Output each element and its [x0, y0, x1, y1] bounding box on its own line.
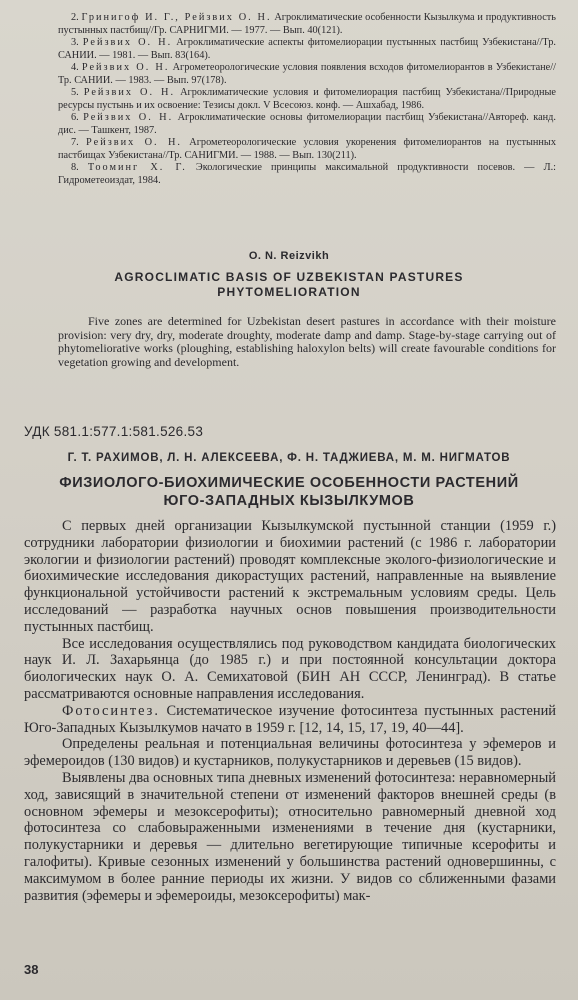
paragraph: С первых дней организации Кызылкумской пустынной станции (1959 г.) сотрудники лаборатории физиологии и биохимии растений (с 1986 г. лаборатории экологии и физиологии растений) проводят комплексные эколого-физиологические и биохимические исследования дикорастущих растений, направленные на выявление функциональной устойчивости растений к экстремальным условиям среды. Цель исследований — разработка научных основ повышения производительности пустынных пастбищ.	[24, 518, 556, 635]
article-body	[24, 518, 556, 904]
page-number: 38	[24, 962, 39, 977]
article-authors: Г. Т. РАХИМОВ, Л. Н. АЛЕКСЕЕВА, Ф. Н. ТАДЖИЕВА, М. М. НИГМАТОВ	[67, 452, 511, 464]
paragraph: Определены реальная и потенциальная величины фотосинтеза у эфемеров и эфемероидов (130 видов) и кустарников, полукустарников и деревьев (15 видов).	[24, 736, 556, 770]
reference-item: 5. Рейзвих О. Н. Агроклиматические условия и фитомелиорация пастбищ Узбекистана//Природные ресурсы пустынь и их освоение: Тезисы докл. V Всесоюз. конф. — Ашхабад, 1986.	[58, 87, 557, 111]
article-title: ФИЗИОЛОГО-БИОХИМИЧЕСКИЕ ОСОБЕННОСТИ РАСТЕНИЙ ЮГО-ЗАПАДНЫХ КЫЗЫЛКУМОВ	[59, 475, 519, 509]
reference-author: Гринигоф И. Г., Рейзвих О. Н.	[81, 12, 272, 23]
reference-item: 2. Гринигоф И. Г., Рейзвих О. Н. Агроклиматические особенности Кызылкума и продуктивность пустынных пастбищ//Гр. САРНИГМИ. — 1977. — Вып. 40(121).	[58, 12, 557, 36]
reference-item: 4. Рейзвих О. Н. Агрометеорологические условия появления всходов фитомелиорантов в Узбекистане//Тр. САНИИ. — 1983. — Вып. 97(178).	[58, 62, 556, 86]
udc-code: УДК 581.1:577.1:581.526.53	[24, 424, 204, 439]
reference-author: Рейзвих О. Н.	[83, 87, 176, 98]
reference-author: Рейзвих О. Н.	[82, 37, 173, 48]
english-author: O. N. Reizvikh	[248, 250, 330, 262]
english-abstract: Five zones are determined for Uzbekistan desert pastures in accordance with their moisture provision: very dry, dry, moderate droughty, moderate damp and damp. Stage-by-stage carrying out of phytomeliorative works (ploughing, establishing haloxylon belts) will create favourable conditions for vegetation growing and development.	[58, 314, 556, 369]
paragraph: Все исследования осуществлялись под руководством кандидата биологических наук И. Л. Захарьянца (до 1985 г.) и при постоянной консультации доктора биологических наук О. А. Семихатовой (БИН АН СССР, Ленинград). В статье рассматриваются основные направления исследования.	[24, 635, 556, 702]
reference-author: Рейзвих О. Н.	[83, 112, 174, 123]
reference-item: 8. Тооминг Х. Г. Экологические принципы максимальной продуктивности посевов. — Л.: Гидрометеоиздат, 1984.	[58, 162, 557, 186]
reference-author: Рейзвих О. Н.	[81, 62, 170, 73]
section-heading: Фотосинтез.	[62, 702, 160, 719]
reference-author: Рейзвих О. Н.	[86, 137, 182, 148]
reference-list	[58, 12, 556, 187]
reference-item: 7. Рейзвих О. Н. Агрометеорологические условия укоренения фитомелиорантов на пустынных пастбищах Узбекистана//Тр. САНИГМИ. — 1988. — Вып. 130(211).	[58, 137, 556, 161]
reference-item: 6. Рейзвих О. Н. Агроклиматические основы фитомелиорации пастбищ Узбекистана//Автореф. канд. дис. — Ташкент, 1987.	[58, 112, 556, 136]
english-title: AGROCLIMATIC BASIS OF UZBEKISTAN PASTURES PHYTOMELIORATION	[114, 270, 464, 299]
reference-author: Тооминг Х. Г.	[87, 162, 187, 173]
paragraph: Фотосинтез. Систематическое изучение фотосинтеза пустынных растений Юго-Западных Кызылкумов начато в 1959 г. [12, 14, 15, 17, 19, 40—44].	[24, 702, 556, 736]
paragraph: Выявлены два основных типа дневных изменений фотосинтеза: неравномерный ход, зависящий в значительной степени от изменений факторов внешней среды (в основном эфемеры и мезоксерофиты); относительно равномерный дневной ход фотосинтеза со слабовыраженными изменениями в течение дня (кустарники, полукустарники и деревья — длительно вегетирующие типичные ксерофиты и галофиты). Кривые сезонных изменений у большинства растений одновершинны, с максимумом в более ранние периоды их жизни. У видов со сближенными фазами развития (эфемеры и эфемероиды, мезоксерофиты) мак-	[24, 769, 556, 904]
reference-item: 3. Рейзвих О. Н. Агроклиматические аспекты фитомелиорации пустынных пастбищ Узбекистана//Тр. САНИИ. — 1981. — Вып. 83(164).	[58, 37, 556, 61]
